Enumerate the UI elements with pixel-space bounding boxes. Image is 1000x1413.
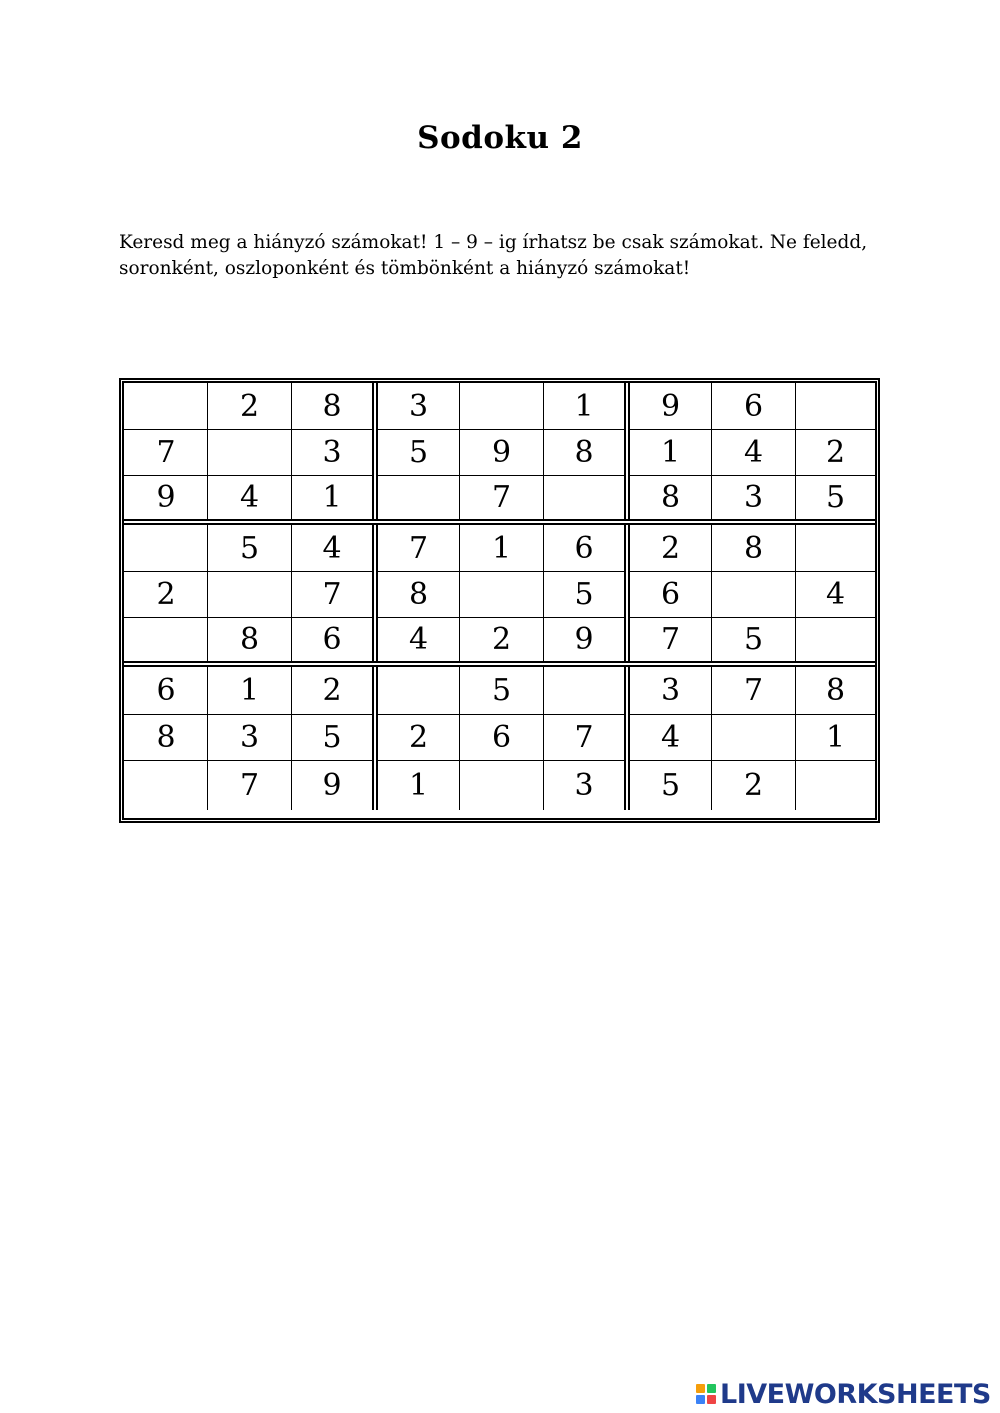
sudoku-cell-given: 8: [208, 618, 291, 661]
sudoku-cell-given: 7: [544, 715, 624, 760]
sudoku-cell-given: 2: [796, 430, 875, 475]
sudoku-cell-given: 1: [378, 761, 459, 810]
sudoku-cell-given: 7: [125, 430, 207, 475]
sudoku-cell-empty[interactable]: [796, 618, 875, 661]
sudoku-cell-empty[interactable]: [544, 667, 624, 714]
sudoku-cell-given: 6: [292, 618, 372, 661]
sudoku-cell-given: 8: [378, 572, 459, 617]
sudoku-cell-given: 4: [796, 572, 875, 617]
sudoku-cell-given: 2: [460, 618, 543, 661]
sudoku-cell-empty[interactable]: [460, 572, 543, 617]
sudoku-cell-given: 1: [630, 430, 711, 475]
sudoku-cell-empty[interactable]: [544, 476, 624, 519]
sudoku-cell-given: 8: [292, 384, 372, 429]
sudoku-cell-given: 9: [544, 618, 624, 661]
sudoku-cell-given: 3: [630, 667, 711, 714]
sudoku-cell-given: 6: [544, 525, 624, 571]
sudoku-cell-given: 3: [712, 476, 795, 519]
sudoku-cell-given: 4: [378, 618, 459, 661]
sudoku-cell-given: 1: [460, 525, 543, 571]
sudoku-cell-given: 3: [378, 384, 459, 429]
sudoku-cell-given: 7: [712, 667, 795, 714]
instructions-text: Keresd meg a hiányzó számokat! 1 – 9 – ig írhatsz be csak számokat. Ne feledd, soronként, oszloponként és tömbönként a hiányzó számokat!: [119, 232, 868, 279]
sudoku-cell-given: 5: [460, 667, 543, 714]
sudoku-cell-empty[interactable]: [712, 715, 795, 760]
sudoku-cell-empty[interactable]: [796, 761, 875, 810]
sudoku-cell-given: 6: [712, 384, 795, 429]
sudoku-cell-given: 5: [292, 715, 372, 760]
sudoku-cell-given: 4: [208, 476, 291, 519]
sudoku-cell-given: 1: [796, 715, 875, 760]
sudoku-cell-given: 7: [460, 476, 543, 519]
sudoku-cell-given: 2: [292, 667, 372, 714]
sudoku-cell-given: 6: [125, 667, 207, 714]
sudoku-cell-empty[interactable]: [460, 384, 543, 429]
sudoku-cell-empty[interactable]: [208, 572, 291, 617]
sudoku-cell-empty[interactable]: [208, 430, 291, 475]
sudoku-cell-given: 5: [378, 430, 459, 475]
sudoku-cell-given: 2: [712, 761, 795, 810]
sudoku-cell-given: 3: [208, 715, 291, 760]
sudoku-cell-given: 5: [630, 761, 711, 810]
sudoku-cell-given: 8: [796, 667, 875, 714]
sudoku-cell-empty[interactable]: [712, 572, 795, 617]
sudoku-cell-given: 8: [630, 476, 711, 519]
page-title: Sodoku 2: [417, 120, 583, 156]
sudoku-cell-given: 2: [378, 715, 459, 760]
sudoku-cell-given: 3: [292, 430, 372, 475]
logo-text: LIVEWORKSHEETS: [720, 1378, 991, 1410]
sudoku-cell-given: 2: [630, 525, 711, 571]
sudoku-cell-empty[interactable]: [796, 525, 875, 571]
sudoku-cell-given: 9: [460, 430, 543, 475]
liveworksheets-logo: [696, 1378, 991, 1410]
sudoku-cell-given: 8: [544, 430, 624, 475]
sudoku-cell-given: 1: [544, 384, 624, 429]
sudoku-cell-given: 2: [125, 572, 207, 617]
sudoku-cell-given: 6: [460, 715, 543, 760]
sudoku-cell-empty[interactable]: [125, 525, 207, 571]
sudoku-cell-given: 7: [208, 761, 291, 810]
sudoku-cell-empty[interactable]: [378, 476, 459, 519]
sudoku-cell-given: 2: [208, 384, 291, 429]
sudoku-cell-given: 9: [630, 384, 711, 429]
sudoku-cell-given: 1: [208, 667, 291, 714]
sudoku-cell-empty[interactable]: [460, 761, 543, 810]
sudoku-cell-given: 8: [125, 715, 207, 760]
sudoku-cell-given: 1: [292, 476, 372, 519]
sudoku-cell-given: 9: [292, 761, 372, 810]
sudoku-cell-given: 8: [712, 525, 795, 571]
sudoku-cell-given: 3: [544, 761, 624, 810]
sudoku-cell-given: 4: [630, 715, 711, 760]
sudoku-cell-given: 7: [378, 525, 459, 571]
sudoku-cell-given: 5: [208, 525, 291, 571]
liveworksheets-logo-icon: [696, 1384, 716, 1404]
sudoku-cell-empty[interactable]: [796, 384, 875, 429]
sudoku-cell-given: 5: [796, 476, 875, 519]
sudoku-cell-empty[interactable]: [125, 761, 207, 810]
sudoku-cell-given: 4: [292, 525, 372, 571]
sudoku-cell-given: 7: [292, 572, 372, 617]
sudoku-cell-empty[interactable]: [378, 667, 459, 714]
sudoku-cell-given: 6: [630, 572, 711, 617]
sudoku-board: [119, 378, 880, 823]
sudoku-cell-given: 9: [125, 476, 207, 519]
sudoku-cell-given: 4: [712, 430, 795, 475]
sudoku-cell-given: 7: [630, 618, 711, 661]
sudoku-cell-given: 5: [712, 618, 795, 661]
sudoku-cell-given: 5: [544, 572, 624, 617]
sudoku-cell-empty[interactable]: [125, 384, 207, 429]
sudoku-cell-empty[interactable]: [125, 618, 207, 661]
